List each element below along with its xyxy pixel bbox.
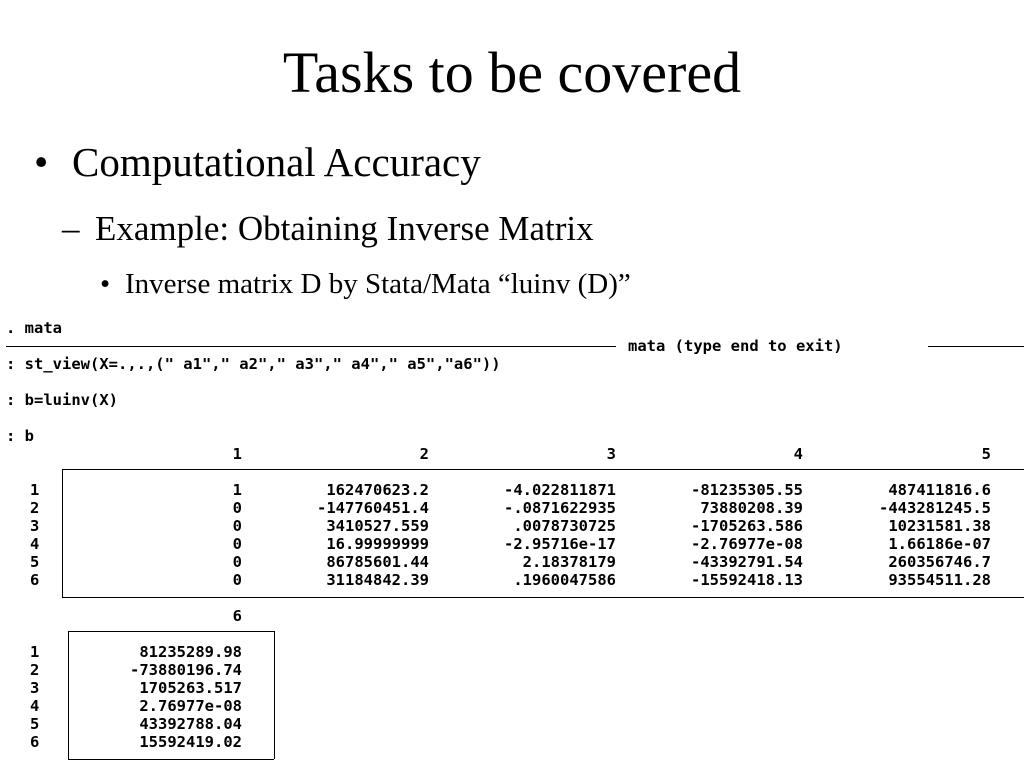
row-label: 4 <box>30 697 40 715</box>
table-cell: -147760451.4 <box>317 499 429 517</box>
bullet-marker: – <box>62 209 80 248</box>
column-header: 6 <box>232 607 242 625</box>
table-cell: -2.95716e-17 <box>504 535 616 553</box>
bullet-level2 <box>62 209 594 249</box>
console-mata-command: . mata <box>6 319 62 337</box>
table-cell: 16.99999999 <box>326 535 429 553</box>
row-label: 6 <box>30 733 40 751</box>
bullet-marker: • <box>100 268 111 300</box>
table-rule-top <box>68 631 274 632</box>
row-label: 6 <box>30 571 40 589</box>
table-cell: 487411816.6 <box>888 481 991 499</box>
table-cell: -2.76977e-08 <box>691 535 803 553</box>
row-label: 2 <box>30 661 40 679</box>
bullet-level3 <box>100 268 631 301</box>
bullet-text: Inverse matrix D by Stata/Mata “luinv (D)” <box>125 268 631 300</box>
banner-rule-right <box>928 346 1024 347</box>
table-rule-bottom <box>68 759 274 760</box>
table-cell: 2.76977e-08 <box>139 697 242 715</box>
table-cell: 15592419.02 <box>139 733 242 751</box>
table-cell: -73880196.74 <box>130 661 242 679</box>
table-cell: -15592418.13 <box>691 571 803 589</box>
table-rule-left <box>62 469 63 597</box>
table-cell: .1960047586 <box>513 571 616 589</box>
console-b-line: : b <box>6 427 34 445</box>
row-label: 4 <box>30 535 40 553</box>
table-cell: 0 <box>232 571 242 589</box>
table-cell: .0078730725 <box>513 517 616 535</box>
row-label: 1 <box>30 481 40 499</box>
table-rule-bottom <box>62 597 1024 598</box>
table-rule-left <box>68 631 69 759</box>
table-cell: 31184842.39 <box>326 571 429 589</box>
column-header: 1 <box>232 445 242 463</box>
banner-rule-left <box>6 346 616 347</box>
column-header: 4 <box>793 445 803 463</box>
table-rule-top <box>62 469 1024 470</box>
column-header: 2 <box>419 445 429 463</box>
table-cell: 81235289.98 <box>139 643 242 661</box>
table-cell: -81235305.55 <box>691 481 803 499</box>
console-mata-banner: mata (type end to exit) <box>628 337 843 355</box>
table-cell: 1705263.517 <box>139 679 242 697</box>
slide-title: Tasks to be covered <box>282 40 742 105</box>
console-stview-line: : st_view(X=.,.,(" a1"," a2"," a3"," a4"," a5","a6")) <box>6 355 501 373</box>
table-cell: 93554511.28 <box>888 571 991 589</box>
console-luinv-line: : b=luinv(X) <box>6 391 118 409</box>
table-cell: 1 <box>232 481 242 499</box>
table-cell: 43392788.04 <box>139 715 242 733</box>
bullet-text: Example: Obtaining Inverse Matrix <box>95 209 594 248</box>
table-cell: 0 <box>232 517 242 535</box>
table-cell: 260356746.7 <box>888 553 991 571</box>
table-cell: -4.022811871 <box>504 481 616 499</box>
table-cell: -43392791.54 <box>691 553 803 571</box>
row-label: 5 <box>30 553 40 571</box>
row-label: 1 <box>30 643 40 661</box>
column-header: 5 <box>981 445 991 463</box>
bullet-marker: • <box>34 139 49 185</box>
table-cell: 0 <box>232 499 242 517</box>
table-cell: 73880208.39 <box>700 499 803 517</box>
row-label: 3 <box>30 679 40 697</box>
row-label: 5 <box>30 715 40 733</box>
table-cell: -443281245.5 <box>879 499 991 517</box>
row-label: 2 <box>30 499 40 517</box>
table-cell: 0 <box>232 553 242 571</box>
table-cell: 0 <box>232 535 242 553</box>
row-label: 3 <box>30 517 40 535</box>
bullet-text: Computational Accuracy <box>72 139 481 185</box>
table-cell: 3410527.559 <box>326 517 429 535</box>
table-cell: 86785601.44 <box>326 553 429 571</box>
table-cell: 1.66186e-07 <box>888 535 991 553</box>
table-cell: 10231581.38 <box>888 517 991 535</box>
bullet-level1 <box>34 138 481 186</box>
table-rule-right <box>274 631 275 759</box>
table-cell: 162470623.2 <box>326 481 429 499</box>
column-header: 3 <box>606 445 616 463</box>
table-cell: -.0871622935 <box>504 499 616 517</box>
table-cell: 2.18378179 <box>522 553 616 571</box>
table-cell: -1705263.586 <box>691 517 803 535</box>
